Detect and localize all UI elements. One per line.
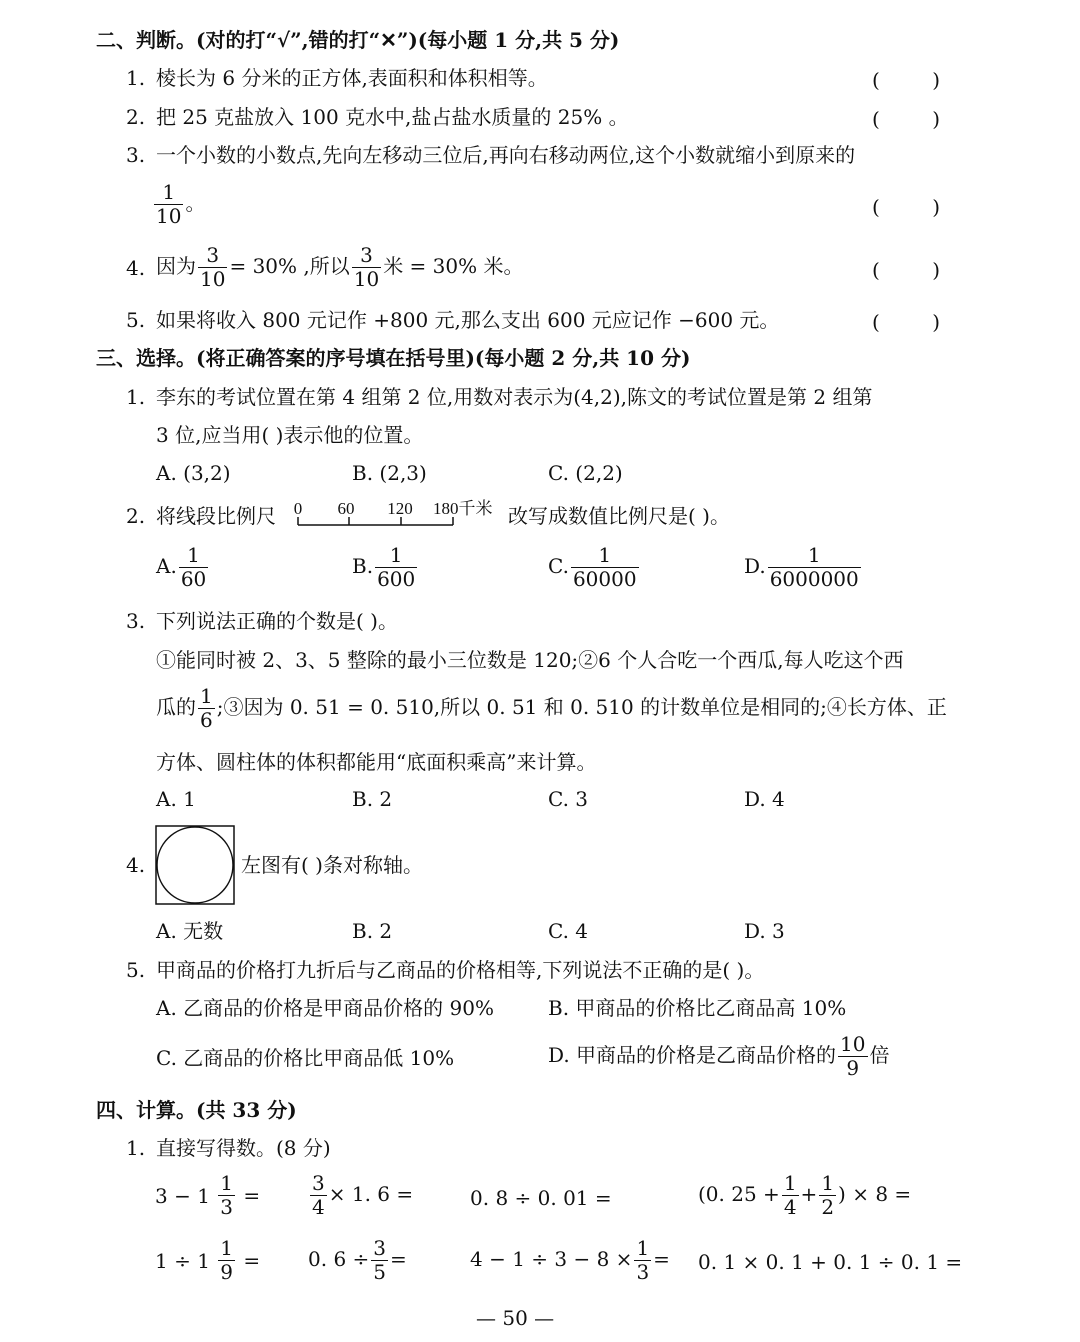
calc-r2-e2: 0. 6 ÷ $\frac{3}{5}$ =: [308, 1236, 407, 1284]
calc-r2-e4: 0. 1 × 0. 1 + 0. 1 ÷ 0. 1 =: [698, 1250, 963, 1274]
q3-1-line1: 李东的考试位置在第 4 组第 2 位,用数对表示为(4,2),陈文的考试位置是第 2 组第: [156, 385, 873, 409]
q3-1-option-b: B. (2,3): [352, 461, 427, 485]
calc-r2-e3: 4 − 1 ÷ 3 − 8 × $\frac{1}{3}$ =: [470, 1236, 670, 1284]
q3-2-option-d: D. $\frac{1}{6000000}$: [744, 543, 859, 591]
q2-3-number: 3.: [126, 143, 146, 167]
q3-2-post: 改写成数值比例尺是( )。: [508, 504, 730, 528]
q2-2-text: 把 25 克盐放入 100 克水中,盐占盐水质量的 25% 。: [156, 105, 629, 129]
calc-r2-e1: 1 ÷ 1 $\frac{1}{9}$ =: [155, 1236, 261, 1284]
q2-2-number: 2.: [126, 105, 146, 129]
section-4-header: 四、计算。(共 33 分): [96, 1098, 297, 1122]
q2-1-text: 棱长为 6 分米的正方体,表面积和体积相等。: [156, 66, 548, 90]
q3-5-stem: 甲商品的价格打九折后与乙商品的价格相等,下列说法不正确的是( )。: [156, 958, 765, 982]
q4-1-number: 1.: [126, 1136, 146, 1160]
fraction: $\frac{1}{3}$: [636, 1236, 650, 1284]
q3-2-pre: 将线段比例尺: [156, 504, 276, 528]
q3-3-line3: 方体、圆柱体的体积都能用“底面积乘高”来计算。: [156, 750, 597, 774]
fraction: $\frac{10}{9}$: [840, 1032, 866, 1080]
q3-2-number: 2.: [126, 504, 146, 528]
q3-3-option-a: A. 1: [156, 787, 196, 811]
q3-3-stem: 下列说法正确的个数是( )。: [156, 609, 398, 633]
q3-4-text: 左图有( )条对称轴。: [241, 853, 423, 877]
fraction: $\frac{1}{60000}$: [572, 543, 637, 591]
q3-1-option-c: C. (2,2): [548, 461, 623, 485]
scale-label: 120: [387, 499, 413, 518]
q3-1-option-a: A. (3,2): [156, 461, 231, 485]
q3-4-number: 4.: [126, 853, 146, 877]
fraction: $\frac{1}{3}$: [220, 1171, 234, 1219]
fraction: $\frac{1}{6000000}$: [769, 543, 859, 591]
q3-5-option-a: A. 乙商品的价格是甲商品价格的 90%: [156, 996, 494, 1020]
q3-5-option-c: C. 乙商品的价格比甲商品低 10%: [156, 1046, 455, 1070]
q2-4-text: 因为 $\frac{3}{10}$ = 30% ,所以 $\frac{3}{10}$ 米 = 30% 米。: [156, 243, 524, 291]
q3-4-option-d: D. 3: [744, 919, 785, 943]
line-segment-scale: [290, 494, 505, 530]
q3-5-option-b: B. 甲商品的价格比乙商品高 10%: [548, 996, 847, 1020]
q2-3-text: 一个小数的小数点,先向左移动三位后,再向右移动两位,这个小数就缩小到原来的: [156, 143, 856, 167]
fraction: $\frac{1}{4}$: [783, 1171, 797, 1219]
q3-3-option-b: B. 2: [352, 787, 393, 811]
q3-3-option-c: C. 3: [548, 787, 589, 811]
q3-3-option-d: D. 4: [744, 787, 785, 811]
calc-r1-e3: 0. 8 ÷ 0. 01 =: [470, 1186, 612, 1210]
fraction: $\frac{1}{600}$: [377, 543, 416, 591]
q3-1-line2: 3 位,应当用( )表示他的位置。: [156, 423, 424, 447]
circle-in-square-figure: [155, 825, 235, 905]
fraction: $\frac{1}{10}$: [156, 180, 182, 228]
scale-label: 0: [293, 499, 303, 518]
fraction: $\frac{1}{6}$: [200, 684, 213, 732]
q2-4-number: 4.: [126, 256, 146, 280]
fraction: $\frac{3}{10}$: [200, 243, 226, 291]
fraction: $\frac{3}{4}$: [312, 1171, 325, 1219]
q3-1-number: 1.: [126, 385, 146, 409]
calc-r1-e4: (0. 25 + $\frac{1}{4}$ + $\frac{1}{2}$ ) × 8 =: [698, 1171, 912, 1219]
q3-4-option-c: C. 4: [548, 919, 589, 943]
q3-2-option-c: C. $\frac{1}{60000}$: [548, 543, 637, 591]
q3-5-number: 5.: [126, 958, 146, 982]
fraction: $\frac{1}{9}$: [220, 1236, 234, 1284]
fraction: $\frac{3}{5}$: [373, 1236, 387, 1284]
fraction: $\frac{1}{60}$: [180, 543, 207, 591]
fraction: $\frac{3}{10}$: [353, 243, 380, 291]
calc-r1-e1: 3 − 1 $\frac{1}{3}$ =: [155, 1171, 261, 1219]
section-2-header: 二、判断。(对的打“√”,错的打“✕”)(每小题 1 分,共 5 分): [96, 28, 620, 52]
q2-5-text: 如果将收入 800 元记作 +800 元,那么支出 600 元应记作 −600 元。: [156, 308, 780, 332]
scale-label: 60: [337, 499, 355, 518]
q2-3-fraction-line: $\frac{1}{10}$ 。: [156, 180, 206, 228]
q4-1-text: 直接写得数。(8 分): [156, 1136, 331, 1160]
q3-4-option-b: B. 2: [352, 919, 393, 943]
q3-4-option-a: A. 无数: [156, 919, 224, 943]
circle: [157, 827, 233, 903]
q2-5-number: 5.: [126, 308, 146, 332]
q2-1-number: 1.: [126, 66, 146, 90]
page-number: — 50 —: [476, 1306, 555, 1330]
scale-label: 180千米: [433, 499, 493, 518]
q3-3-line2: 瓜的 $\frac{1}{6}$ ;③因为 0. 51 = 0. 510,所以 0. 51 和 0. 510 的计数单位是相同的;④长方体、正: [156, 684, 947, 732]
calc-r1-e2: $\frac{3}{4}$ × 1. 6 =: [312, 1171, 414, 1219]
q3-2-option-b: B. $\frac{1}{600}$: [352, 543, 416, 591]
q3-2-option-a: A. $\frac{1}{60}$: [156, 543, 207, 591]
q3-3-number: 3.: [126, 609, 146, 633]
fraction: $\frac{1}{2}$: [821, 1171, 835, 1219]
section-3-header: 三、选择。(将正确答案的序号填在括号里)(每小题 2 分,共 10 分): [96, 346, 691, 370]
q3-5-option-d: D. 甲商品的价格是乙商品价格的 $\frac{10}{9}$ 倍: [548, 1032, 890, 1080]
q3-3-line1: ①能同时被 2、3、5 整除的最小三位数是 120;②6 个人合吃一个西瓜,每人吃这个西: [156, 648, 904, 672]
